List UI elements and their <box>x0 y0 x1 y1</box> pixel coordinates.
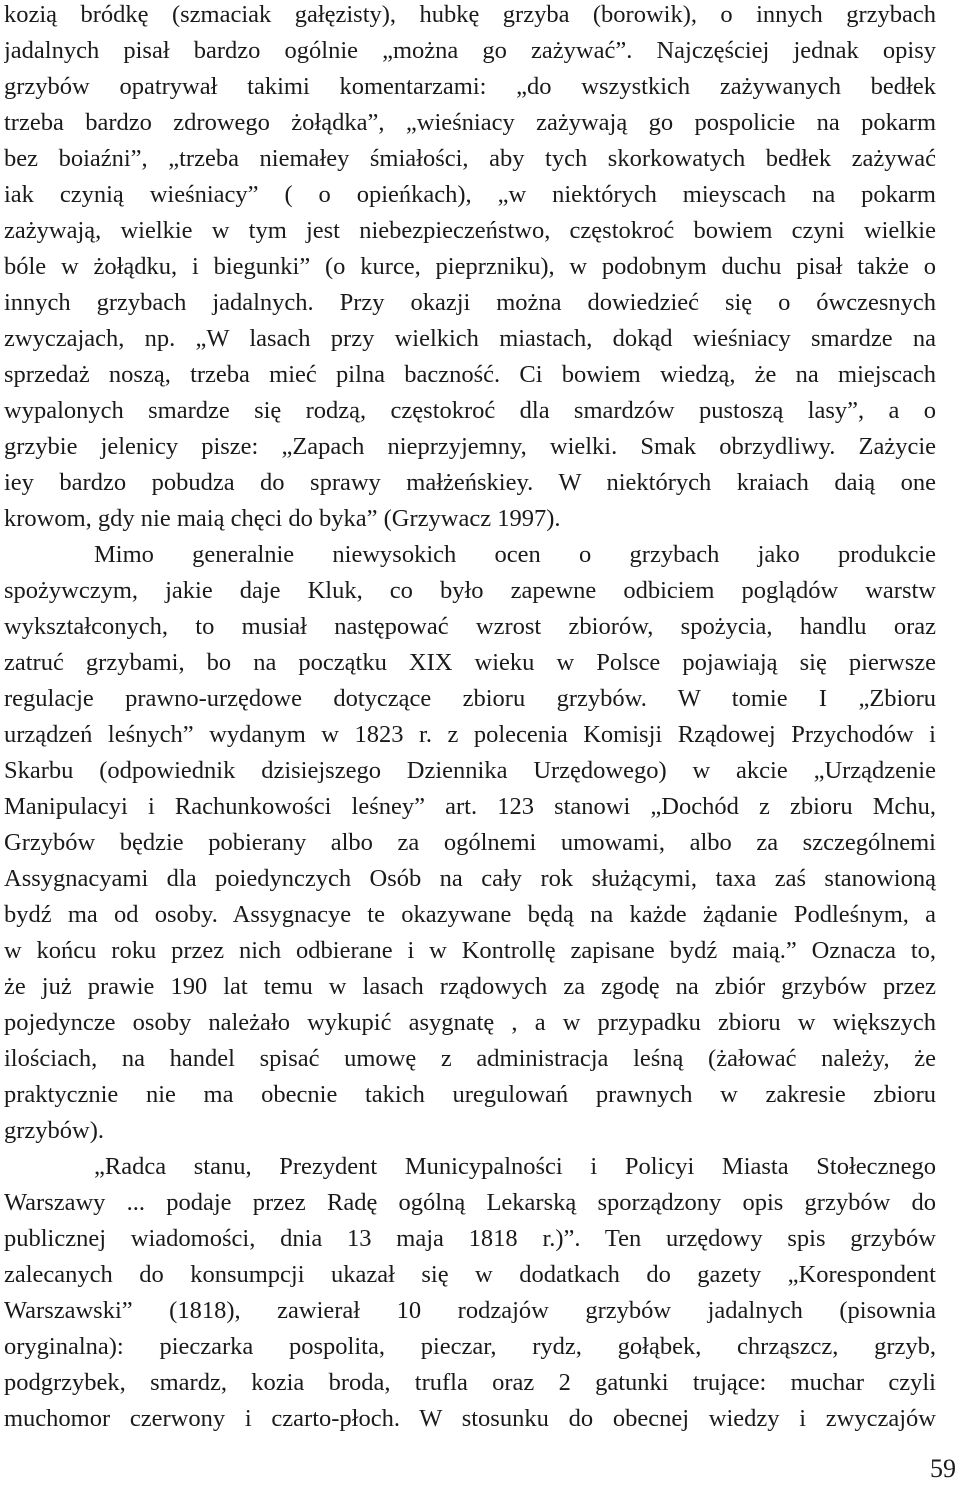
text-line: muchomor czerwony i czarto-płoch. W stosunku do obecnej wiedzy i zwyczajów <box>4 1405 936 1432</box>
text-line: krowom, gdy nie maią chęci do byka” (Grzywacz 1997). <box>4 505 561 532</box>
text-line: innych grzybach jadalnych. Przy okazji można dowiedzieć się o ówczesnych <box>4 289 936 316</box>
text-line: ilościach, na handel spisać umowę z administracja leśną (żałować należy, że <box>4 1045 936 1072</box>
text-line: zatruć grzybami, bo na początku XIX wieku w Polsce pojawiają się pierwsze <box>4 649 936 676</box>
document-page <box>4 0 936 1437</box>
text-line: bóle w żołądku, i biegunki” (o kurce, pieprzniku), w podobnym duchu pisał także o <box>4 253 936 280</box>
text-line: bez boiaźni”, „trzeba niemałey śmiałości, aby tych skorkowatych bedłek zażywać <box>4 145 936 172</box>
text-line: iey bardzo pobudza do sprawy małżeńskiey. W niektórych kraiach daią one <box>4 469 936 496</box>
text-line: kozią bródkę (szmaciak gałęzisty), hubkę grzyba (borowik), o innych grzybach <box>4 1 936 28</box>
text-line: Skarbu (odpowiednik dzisiejszego Dziennika Urzędowego) w akcie „Urządzenie <box>4 757 936 784</box>
text-line: wypalonych smardze się rodzą, częstokroć dla smardzów pustoszą lasy”, a o <box>4 397 936 424</box>
text-line: Assygnacyami dla poiedynczych Osób na cały rok służącymi, taxa zaś stanowioną <box>4 865 936 892</box>
text-line: w końcu roku przez nich odbierane i w Kontrollę zapisane bydź maią.” Oznacza to, <box>4 937 936 964</box>
text-line: pojedyncze osoby należało wykupić asygnatę , a w przypadku zbioru w większych <box>4 1009 936 1036</box>
page-number: 59 <box>930 1454 956 1483</box>
text-line: iak czynią wieśniacy” ( o opieńkach), „w niektórych mieyscach na pokarm <box>4 181 936 208</box>
text-line: Warszawy ... podaje przez Radę ogólną Lekarską sporządzony opis grzybów do <box>4 1189 936 1216</box>
text-line: jadalnych pisał bardzo ogólnie „można go zażywać”. Najczęściej jednak opisy <box>4 37 936 64</box>
text-line: Mimo generalnie niewysokich ocen o grzybach jako produkcie <box>94 541 936 568</box>
text-line: praktycznie nie ma obecnie takich uregulowań prawnych w zakresie zbioru <box>4 1081 936 1108</box>
text-line: Warszawski” (1818), zawierał 10 rodzajów grzybów jadalnych (pisownia <box>4 1297 936 1324</box>
text-line: grzybów opatrywał takimi komentarzami: „do wszystkich zażywanych bedłek <box>4 73 936 100</box>
text-line: publicznej wiadomości, dnia 13 maja 1818 r.)”. Ten urzędowy spis grzybów <box>4 1225 936 1252</box>
text-line: bydź ma od osoby. Assygnacye te okazywane będą na każde żądanie Podleśnym, a <box>4 901 936 928</box>
text-line: zwyczajach, np. „W lasach przy wielkich miastach, dokąd wieśniacy smardze na <box>4 325 936 352</box>
text-line: podgrzybek, smardz, kozia broda, trufla oraz 2 gatunki trujące: muchar czyli <box>4 1369 936 1396</box>
text-line: „Radca stanu, Prezydent Municypalności i Policyi Miasta Stołecznego <box>94 1153 936 1180</box>
paragraph-3 <box>4 1149 936 1437</box>
text-line: Grzybów będzie pobierany albo za ogólnemi umowami, albo za szczególnemi <box>4 829 936 856</box>
text-line: spożywczym, jakie daje Kluk, co było zapewne odbiciem poglądów warstw <box>4 577 936 604</box>
text-line: grzybie jelenicy pisze: „Zapach nieprzyjemny, wielki. Smak obrzydliwy. Zażycie <box>4 433 936 460</box>
text-line: trzeba bardzo zdrowego żołądka”, „wieśniacy zażywają go pospolicie na pokarm <box>4 109 936 136</box>
text-line: że już prawie 190 lat temu w lasach rządowych za zgodę na zbiór grzybów przez <box>4 973 936 1000</box>
paragraph-1 <box>4 0 936 537</box>
text-line: Manipulacyi i Rachunkowości leśney” art. 123 stanowi „Dochód z zbioru Mchu, <box>4 793 936 820</box>
text-line: wykształconych, to musiał następować wzrost zbiorów, spożycia, handlu oraz <box>4 613 936 640</box>
text-line: sprzedaż noszą, trzeba mieć pilna baczność. Ci bowiem wiedzą, że na miejscach <box>4 361 936 388</box>
text-line: oryginalna): pieczarka pospolita, pieczar, rydz, gołąbek, chrząszcz, grzyb, <box>4 1333 936 1360</box>
text-line: zalecanych do konsumpcji ukazał się w dodatkach do gazety „Korespondent <box>4 1261 936 1288</box>
text-line: regulacje prawno-urzędowe dotyczące zbioru grzybów. W tomie I „Zbioru <box>4 685 936 712</box>
text-line: zażywają, wielkie w tym jest niebezpieczeństwo, częstokroć bowiem czyni wielkie <box>4 217 936 244</box>
text-line: urządzeń leśnych” wydanym w 1823 r. z polecenia Komisji Rządowej Przychodów i <box>4 721 936 748</box>
text-line: grzybów). <box>4 1117 105 1144</box>
paragraph-2 <box>4 537 936 1149</box>
